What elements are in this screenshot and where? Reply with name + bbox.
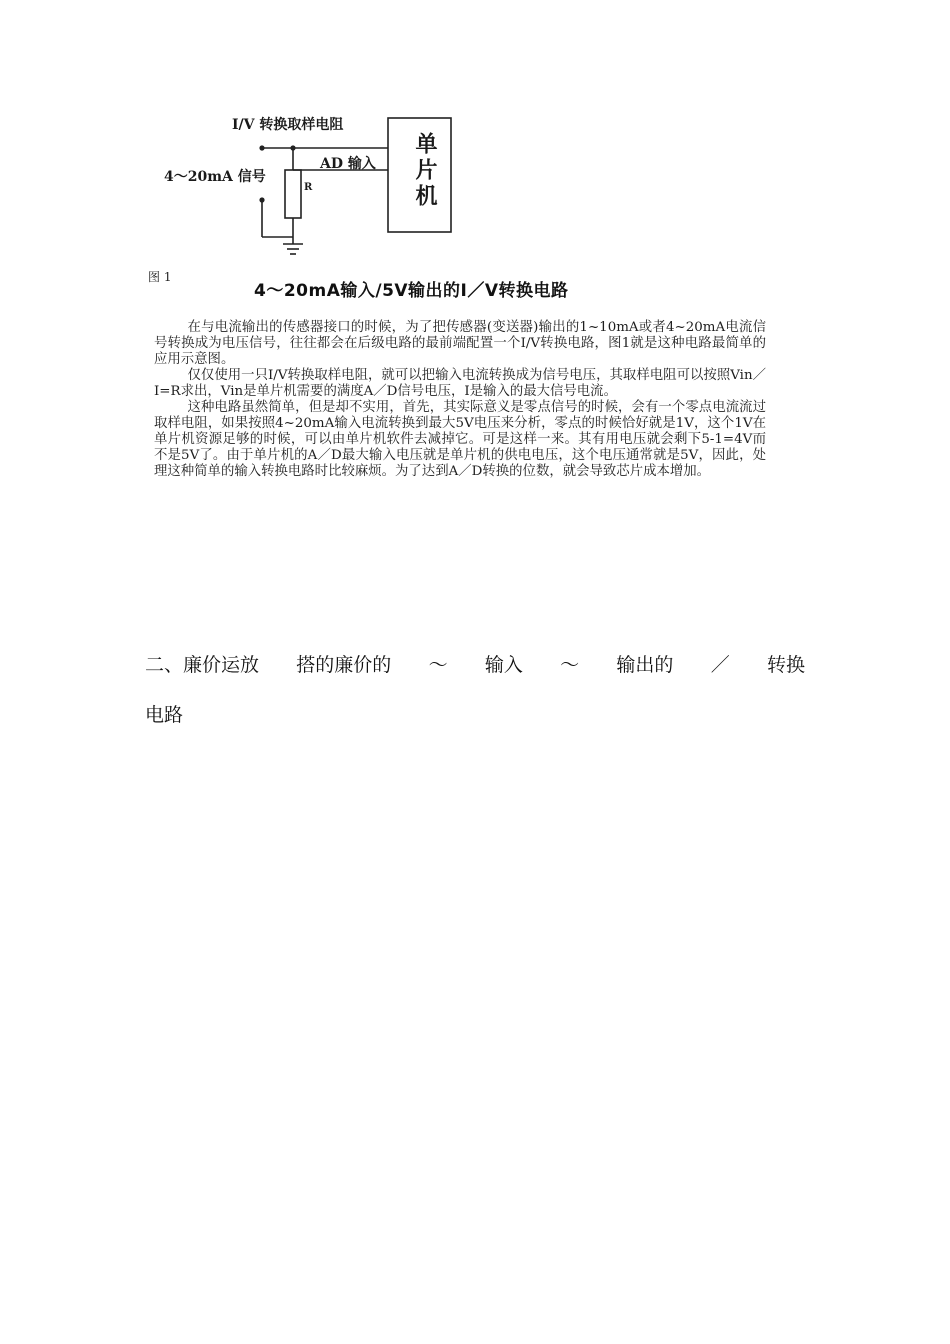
heading-part: ／ — [710, 654, 730, 676]
section-heading-line-2: 电路 — [145, 704, 184, 726]
figure-caption: 4～20mA输入/5V输出的I／V转换电路 — [254, 281, 569, 301]
heading-part: 输出的 — [616, 654, 674, 676]
mcu-label: 单片机 — [412, 132, 438, 210]
ad-input-label: AD 输入 — [320, 156, 376, 172]
input-terminal-bottom — [259, 197, 264, 202]
resistor-title-label: I/V 转换取样电阻 — [232, 117, 344, 133]
section-heading-line-1 — [145, 640, 805, 690]
resistor-body — [285, 170, 301, 218]
resistor-r-label: R — [304, 182, 313, 193]
figure-number: 图 1 — [148, 270, 172, 284]
section-heading — [145, 640, 805, 740]
input-terminal-top — [259, 145, 264, 150]
scanned-body-text — [154, 320, 766, 480]
heading-part: 搭的廉价的 — [296, 654, 392, 676]
heading-part: ～ — [560, 654, 580, 676]
junction-top — [290, 145, 295, 150]
heading-part: ～ — [428, 654, 448, 676]
paragraph-3: 这种电路虽然简单，但是却不实用，首先，其实际意义是零点信号的时候，会有一个零点电流流过取样电阻，如果按照4~20mA输入电流转换到最大5V电压来分析，零点的时候恰好就是1V，这个1V在单片机资源足够的时候，可以由单片机软件去减掉它。可是这样一来。其有用电压就会剩下5-1=4V而不是5V了。由于单片机的A／D最大输入电压就是单片机的供电电压，这个电压通常就是5V，因此，处理这种简单的输入转换电路时比较麻烦。为了达到A／D转换的位数，就会导致芯片成本增加。 — [154, 400, 766, 479]
heading-part: 输入 — [484, 654, 523, 676]
paragraph-2: 仅仅使用一只I/V转换取样电阻，就可以把输入电流转换成为信号电压，其取样电阻可以按照Vin／I=R求出，Vin是单片机需要的满度A／D信号电压，I是输入的最大信号电流。 — [154, 368, 766, 399]
heading-part: 转换 — [766, 654, 805, 676]
paragraph-1: 在与电流输出的传感器接口的时候，为了把传感器(变送器)输出的1~10mA或者4~20mA电流信号转换成为电压信号，往往都会在后级电路的最前端配置一个I/V转换电路，图1就是这种电路最简单的应用示意图。 — [154, 320, 766, 367]
scanned-figure — [148, 104, 768, 532]
input-signal-label: 4～20mA 信号 — [164, 169, 266, 185]
heading-part: 二、廉价运放 — [145, 654, 260, 676]
